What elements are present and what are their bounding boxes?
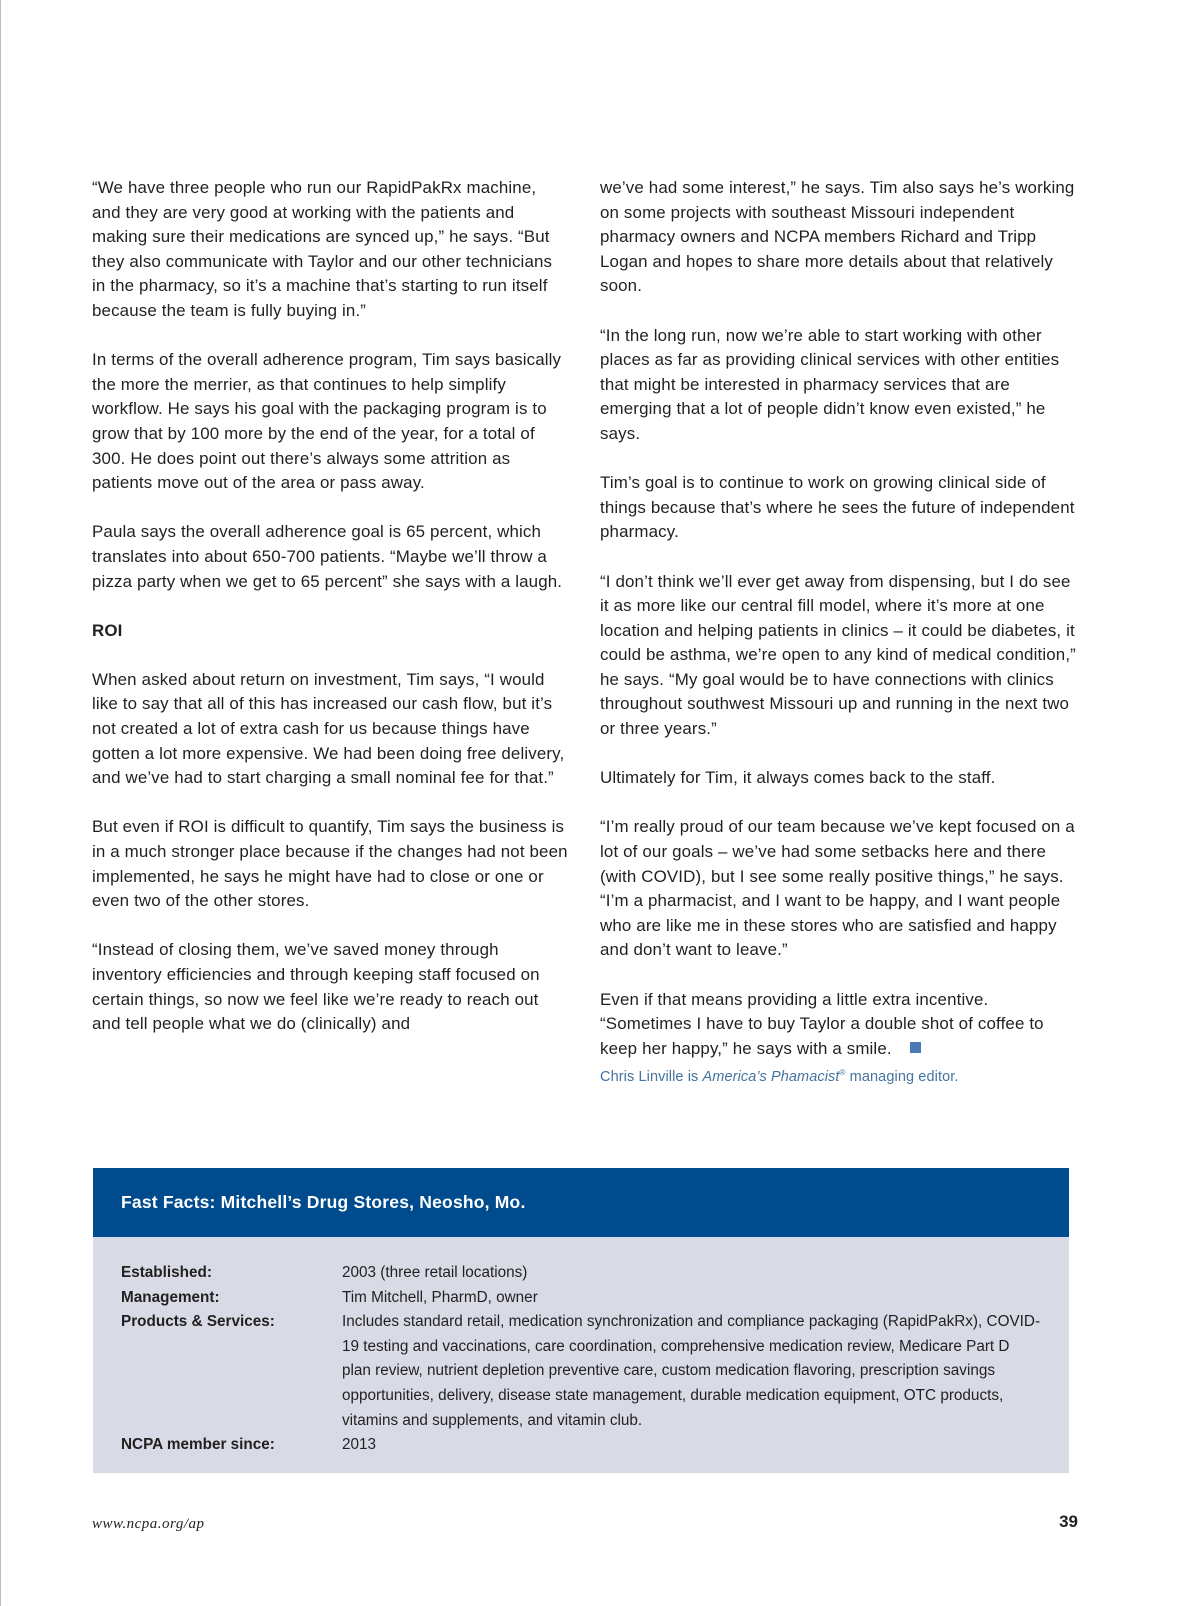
article-paragraph: Ultimately for Tim, it always comes back to the staff. <box>600 768 996 788</box>
fact-row-ncpa-member-since <box>121 1433 1069 1458</box>
byline-prefix: Chris Linville is <box>600 1069 703 1086</box>
article-column-left <box>92 176 568 1037</box>
fact-label: Management: <box>121 1288 220 1306</box>
registered-mark: ® <box>839 1068 846 1078</box>
article-paragraph: “I don’t think we’ll ever get away from dispensing, but I do see it as more like our central fill model, where it’s more at one location and helping patients in clinics – it could be diabetes, it could be asthma, we’re open to any kind of medical condition,” he says. “My goal would be to have connections with clinics throughout southwest Missouri up and running in the next two or three years.” <box>600 571 1076 739</box>
fact-row-management <box>121 1286 1069 1311</box>
article-paragraph: Paula says the overall adherence goal is 65 percent, which translates into about 650-700 patients. “Maybe we’ll throw a pizza party when we get to 65 percent” she says with a laugh. <box>92 522 563 591</box>
fact-row-established <box>121 1261 1069 1286</box>
fact-value: 2013 <box>342 1436 377 1454</box>
article-column-right <box>600 176 1080 1114</box>
byline-suffix: managing editor. <box>845 1069 959 1086</box>
roi-subheading: ROI <box>92 620 123 640</box>
fact-label: Products & Services: <box>121 1313 275 1331</box>
byline-publication: America’s Phamacist <box>702 1069 840 1086</box>
end-of-article-square-icon <box>910 1042 921 1053</box>
fast-facts-box <box>93 1168 1069 1473</box>
article-closing-paragraph <box>600 988 1080 1062</box>
fast-facts-title: Fast Facts: Mitchell’s Drug Stores, Neosho, Mo. <box>93 1168 1069 1237</box>
article-paragraph: When asked about return on investment, Tim says, “I would like to say that all of this has increased our cash flow, but it’s not created a lot of extra cash for us because things have gotten a lot more expensive. We had been doing free delivery, and we’ve had to start charging a small nominal fee for that.” <box>92 669 565 788</box>
article-paragraph: we’ve had some interest,” he says. Tim also says he’s working on some projects with southeast Missouri independent pharmacy owners and NCPA members Richard and Tripp Logan and hopes to share more details about that relatively soon. <box>600 178 1075 296</box>
fast-facts-body <box>93 1237 1069 1458</box>
footer-url: www.ncpa.org/ap <box>92 1516 205 1532</box>
article-paragraph: “In the long run, now we’re able to start working with other places as far as providing clinical services with other entities that might be interested in pharmacy services that are emerging that a lot of people didn’t know even existed,” he says. <box>600 325 1060 443</box>
article-paragraph: But even if ROI is difficult to quantify, Tim says the business is in a much stronger place because if the changes had not been implemented, he says he might have had to close or one or even two of the other stores. <box>92 817 568 911</box>
article-paragraph: Tim’s goal is to continue to work on growing clinical side of things because that’s where he sees the future of independent pharmacy. <box>600 473 1075 542</box>
fact-value: Includes standard retail, medication synchronization and compliance packaging (RapidPakRx), COVID-19 testing and vaccinations, care coordination, comprehensive medication review, Medicare Part D plan review, nutrient depletion preventive care, custom medication flavoring, prescription savings opportunities, delivery, disease state management, durable medication equipment, OTC products, vitamins and supplements, and vitamin club. <box>342 1313 1041 1429</box>
closing-text: Even if that means providing a little extra incentive. “Sometimes I have to buy Taylor a double shot of coffee to keep her happy,” he says with a smile. <box>600 989 1044 1058</box>
article-paragraph: “We have three people who run our RapidPakRx machine, and they are very good at working with the patients and making sure their medications are synced up,” he says. “But they also communicate with Taylor and our other technicians in the pharmacy, so it’s a machine that’s starting to run itself because the team is fully buying in.” <box>92 178 553 320</box>
article-paragraph: “Instead of closing them, we’ve saved money through inventory efficiencies and through keeping staff focused on certain things, so now we feel like we’re ready to reach out and tell people what we do (clinically) and <box>92 940 540 1034</box>
fact-value: 2003 (three retail locations) <box>342 1264 528 1281</box>
page-number: 39 <box>1059 1512 1078 1531</box>
article-paragraph: “I’m really proud of our team because we’ve kept focused on a lot of our goals – we’ve had some setbacks here and there (with COVID), but I see some really positive things,” he says. “I’m a pharmacist, and I want to be happy, and I want people who are like me in these stores who are satisfied and happy and don’t want to leave.” <box>600 817 1075 960</box>
page-left-edge-rule <box>0 0 1 1606</box>
fact-label: Established: <box>121 1264 212 1281</box>
article-paragraph: In terms of the overall adherence program, Tim says basically the more the merrier, as that continues to help simplify workflow. He says his goal with the packaging program is to grow that by 100 more by the end of the year, for a total of 300. He does point out there’s always some attrition as patients move out of the area or pass away. <box>92 350 562 493</box>
author-byline <box>600 1061 1080 1089</box>
fact-label: NCPA member since: <box>121 1436 275 1454</box>
fact-row-products-services <box>121 1310 1069 1433</box>
fact-value: Tim Mitchell, PharmD, owner <box>342 1288 538 1306</box>
